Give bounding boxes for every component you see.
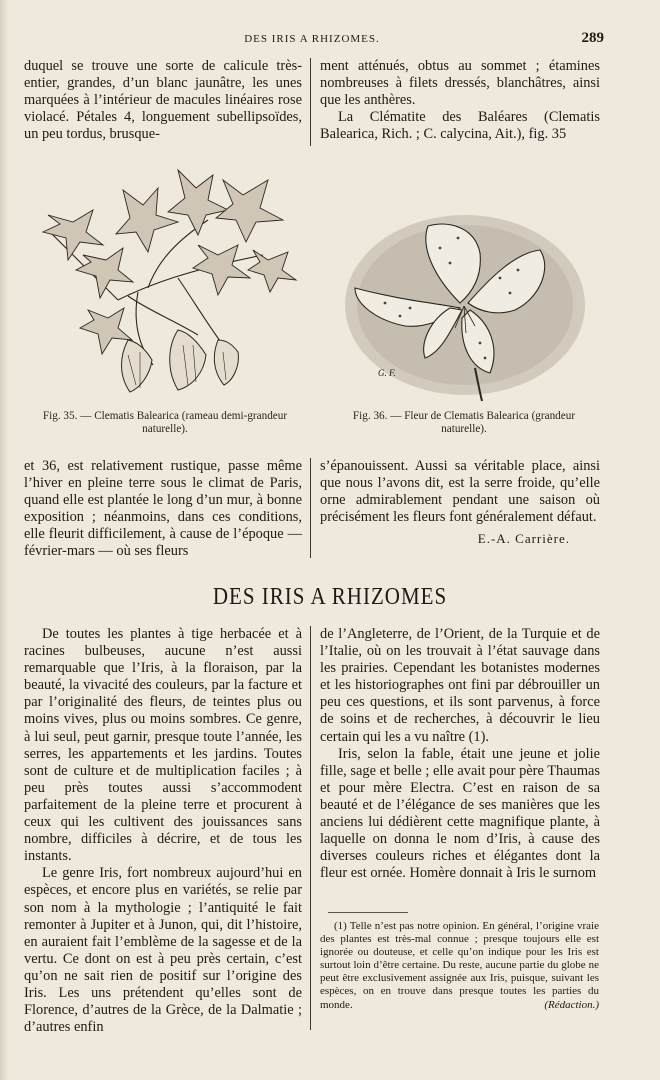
figure-35-branch-illustration xyxy=(28,160,298,400)
column-divider-top xyxy=(310,58,311,146)
section-title: DES IRIS A RHIZOMES xyxy=(212,582,448,610)
top-right-paragraph: ment atténués, obtus au sommet ; étamines nombreuses à filets dressés, blanchâtres, ainsi que les anthères. xyxy=(320,58,600,109)
top-left-column xyxy=(24,58,302,143)
body-left-paragraph-1: De toutes les plantes à tige herbacée et à racines bulbeuses, aucune n’est aussi remarquable que l’Iris, à la floraison, par la beauté, la vivacité des couleurs, par la facture et par l’originalité des fleurs, de teintes plus ou moins vives, plus ou moins sombres. Ce genre, à lui seul, peut garnir, presque toute l’année, les serres, les appartements et les jardins. Toutes sont de culture et de multiplication faciles ; à peu près toutes aussi s’accommodent parfaitement de la pleine terre et procurent à ceux qui les cultivent des jouissances sans nombre, difficiles à décrire, et de tous les instants. xyxy=(24,626,302,865)
body-left-paragraph-2: Le genre Iris, fort nombreux aujourd’hui en espèces, et encore plus en variétés, se relie par son nom à la mythologie ; l’antiquité le fait remonter à Jupiter et à Junon, qui, dit l’histoire, en auraient fait l’emblème de la sagesse et de la vertu. Ce dont on est à peu près certain, c’est qu’on ne sait rien de positif sur l’origine des Iris. Les uns prétendent qu’elles sont de Florence, d’autres de la Grèce, de la Dalmatie ; d’autres enfin xyxy=(24,865,302,1036)
footnote-rule xyxy=(328,912,408,913)
body-right-paragraph-2: Iris, selon la fable, était une jeune et jolie fille, sage et belle ; elle avait pour père Thaumas et pour mère Electra. C’est en raison de sa beauté et de l’élégance de ses manières que les anciens lui dédièrent cette magnifique plante, à laquelle on donna le nom d’Iris, à cause des diverses couleurs riches et élégantes dont la fleur est ornée. Homère donnait à Iris le surnom xyxy=(320,745,600,882)
footnote-credit: (Rédaction.) xyxy=(544,998,599,1011)
top-left-paragraph: duquel se trouve une sorte de calicule très-entier, grandes, d’un blanc jaunâtre, les unes marquées à l’intérieur de macules linéaires rose violacé. Pétales 4, longuement subellipsoïdes, un peu tordus, brusque- xyxy=(24,58,302,143)
page-number: 289 xyxy=(581,30,604,46)
body-right-paragraph-1: de l’Angleterre, de l’Orient, de la Turquie et de l’Italie, où on les trouvait à l’état sauvage dans les prairies. Cependant les botanistes modernes et les historiographes ont fini par débrouiller un peu ces questions, et ils sont parvenus, à force de soins et de recherches, à découvrir le lieu certain qui les a vu naître (1). xyxy=(320,626,600,745)
page-gutter-shadow xyxy=(0,0,8,1080)
figure-36-monogram: G. F. xyxy=(378,368,396,378)
mid-left-paragraph: et 36, est relativement rustique, passe même l’hiver en pleine terre sous le climat de Paris, quand elle est plantée le long d’un mur, à bonne exposition ; néanmoins, dans ces conditions, elle fleurit difficilement, à cause de l’époque — février-mars — où ses fleurs xyxy=(24,458,302,560)
running-head: DES IRIS A RHIZOMES. xyxy=(244,33,380,45)
column-divider-middle xyxy=(310,458,311,558)
body-left-column xyxy=(24,626,302,1036)
top-right-column xyxy=(320,58,600,143)
author-signature: E.-A. Carrière. xyxy=(477,531,570,547)
footnote xyxy=(320,920,599,1012)
body-right-column xyxy=(320,626,600,882)
figure-35-caption: Fig. 35. — Clematis Balearica (rameau demi-grandeur naturelle). xyxy=(42,410,288,435)
figure-36-flower-illustration xyxy=(340,208,590,403)
footnote-text: (1) Telle n’est pas notre opinion. En général, l’origine vraie des plantes est très-mal connue ; presque toujours elle est ignorée ou douteuse, et celle qu’on indique pour les Iris est surtout loin d’être certaine. Du reste, aucune partie du globe ne peut être exclusivement assignée aux Iris, puisque, suivant les espèces, on en trouve dans presque toutes les parties du monde. xyxy=(320,920,599,1011)
column-divider-body xyxy=(310,626,311,1030)
top-right-paragraph-2: La Clématite des Baléares (Clematis Balearica, Rich. ; C. calycina, Ait.), fig. 35 xyxy=(320,109,600,143)
mid-right-column xyxy=(320,458,600,547)
mid-right-paragraph: s’épanouissent. Aussi sa véritable place, ainsi que nous l’avons dit, est la serre froide, qu’elle orne admirablement pendant une saison où précisément les fleurs font généralement défaut. xyxy=(320,458,600,526)
figure-36-caption: Fig. 36. — Fleur de Clematis Balearica (grandeur naturelle). xyxy=(352,410,576,435)
mid-left-column xyxy=(24,458,302,561)
